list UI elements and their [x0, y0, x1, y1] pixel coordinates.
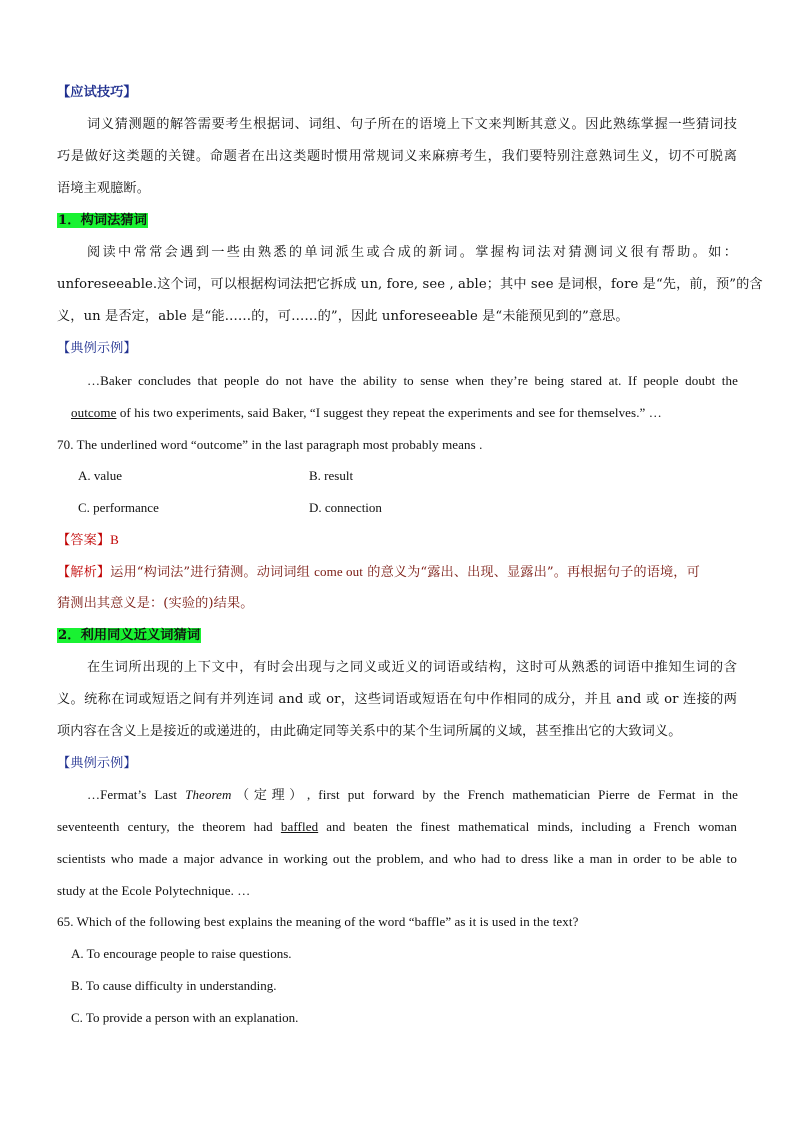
- s1-passage-2: [71, 403, 751, 423]
- answer-label: 【答案】: [57, 533, 111, 548]
- s1-body-2: unforeseeable.这个词，可以根据构词法把它拆成 un, fore, see , able；其中 see 是词根，fore 是“先，前，预”的含: [57, 277, 763, 292]
- s2-option-c: C. To provide a person with an explanation.: [71, 1010, 299, 1025]
- s2-title-row: [57, 626, 737, 646]
- analysis-phrase: come out: [314, 564, 363, 579]
- s2-passage-3: scientists who made a major advance in working out the problem, and who had to dress like a man in order to be able to: [57, 851, 737, 866]
- s2-question: 65. Which of the following best explains the meaning of the word “baffle” as it is used in the text?: [57, 914, 579, 929]
- s2-passage-4: study at the Ecole Polytechnique. …: [57, 883, 251, 898]
- s2-body-3: 项内容在含义上是接近的或递进的，由此确定同等关系中的某个生词所属的义域，甚至推出它的大致词义。: [57, 724, 682, 739]
- section-header: 【应试技巧】: [57, 85, 137, 100]
- s1-question: 70. The underlined word “outcome” in the last paragraph most probably means .: [57, 437, 483, 452]
- intro-line-1: 词义猜测题的解答需要考生根据词、词组、句子所在的语境上下文来判断其意义。因此熟练掌握一些猜词技: [87, 117, 737, 132]
- intro-line-3: 语境主观臆断。: [57, 181, 151, 196]
- s2-body-2: 义。统称在词或短语之间有并列连词 and 或 or，这些词语或短语在句中作相同的成分，并且 and 或 or 连接的两: [57, 692, 737, 707]
- s2-passage-2a: seventeenth century, the theorem had: [57, 819, 281, 834]
- s2-passage-2b: and beaten the finest mathematical minds, including a French woman: [318, 819, 737, 834]
- s1-title: 1．构词法猜词: [58, 213, 148, 228]
- s1-passage-1: …Baker concludes that people do not have the ability to sense when they’re being stared at. If people doubt the: [87, 373, 738, 388]
- s2-passage-2: [57, 817, 737, 837]
- s1-title-row: [57, 211, 737, 231]
- s1-option-c: C. performance: [78, 500, 159, 515]
- s1-body-1: 阅读中常常会遇到一些由熟悉的单词派生或合成的新词。掌握构词法对猜测词义很有帮助。如：: [87, 245, 737, 260]
- s2-passage-1a: …Fermat’s Last: [87, 787, 186, 802]
- s1-example-header: 【典例示例】: [57, 341, 137, 356]
- s2-title: 2．利用同义近义词猜词: [58, 628, 201, 643]
- s2-passage-1: [87, 785, 738, 805]
- s2-example-header: 【典例示例】: [57, 756, 137, 771]
- analysis-label: 【解析】: [57, 565, 111, 580]
- s2-option-a: A. To encourage people to raise questions.: [71, 946, 292, 961]
- s1-analysis-1: [57, 562, 737, 583]
- s2-passage-1b: （定理）, first put forward by the French mathematician Pierre de Fermat in the: [231, 787, 738, 802]
- s1-analysis-2: 猜测出其意义是：(实验的)结果。: [57, 596, 254, 611]
- intro-line-2: 巧是做好这类题的关键。命题者在出这类题时惯用常规词义来麻痹考生，我们要特别注意熟词生义，切不可脱离: [57, 149, 737, 164]
- s2-option-b: B. To cause difficulty in understanding.: [71, 978, 277, 993]
- analysis-text-c: 的意义为“露出、出现、显露出”。再根据句子的语境，可: [362, 565, 700, 580]
- theorem-italic: Theorem: [185, 787, 232, 802]
- s1-body-3: 义，un 是否定，able 是“能……的，可……的”，因此 unforeseeable 是“未能预见到的”意思。: [57, 309, 629, 324]
- s1-option-b: B. result: [309, 468, 354, 483]
- underlined-word-baffled: baffled: [280, 819, 319, 834]
- s1-option-d: D. connection: [309, 500, 382, 515]
- s2-body-1: 在生词所出现的上下文中，有时会出现与之同义或近义的词语或结构，这时可从熟悉的词语中推知生词的含: [87, 660, 737, 675]
- s1-passage-2-rest: of his two experiments, said Baker, “I suggest they repeat the experiments and see for themselves.” …: [116, 405, 662, 420]
- s1-answer: [57, 530, 737, 551]
- underlined-word-outcome: outcome: [71, 405, 117, 420]
- analysis-text-a: 运用“构词法”进行猜测。动词词组: [110, 565, 315, 580]
- answer-value: B: [110, 532, 119, 547]
- s1-option-a: A. value: [78, 468, 123, 483]
